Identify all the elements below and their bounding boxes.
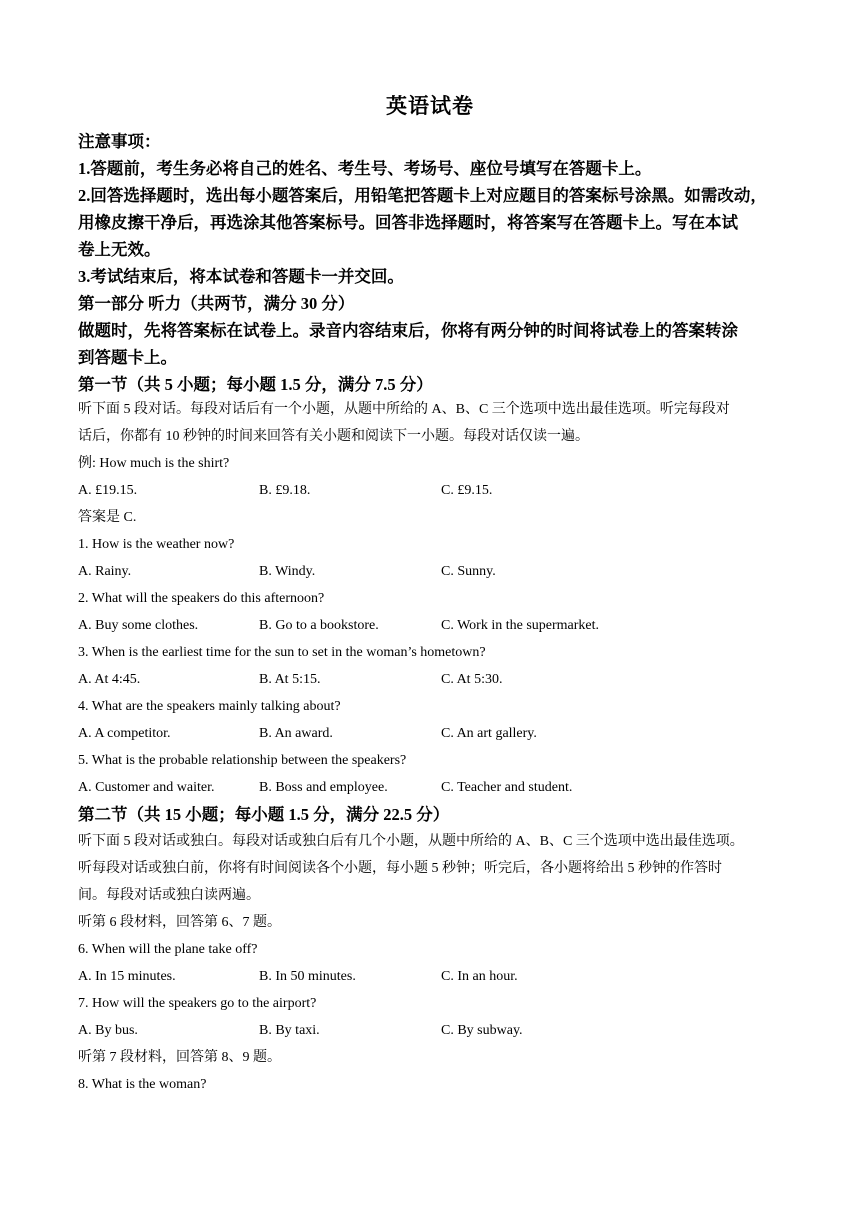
- option-b: B. By taxi.: [259, 1023, 320, 1038]
- option-a: A. Rainy.: [78, 564, 132, 579]
- part1-instruction-line-2: 到答题卡上。: [78, 348, 177, 367]
- question-5-options: [78, 774, 790, 801]
- question-text: 5. What is the probable relationship between the speakers?: [78, 753, 407, 768]
- example-question: 例: How much is the shirt?: [78, 456, 230, 471]
- option-a: A. Buy some clothes.: [78, 618, 199, 633]
- question-7: [78, 990, 790, 1017]
- section1-heading: 第一节（共 5 小题；每小题 1.5 分，满分 7.5 分）: [78, 375, 433, 394]
- section1-instructions: [78, 396, 790, 477]
- notice-section: [78, 128, 790, 398]
- question-text: 1. How is the weather now?: [78, 537, 235, 552]
- option-c: C. Sunny.: [441, 564, 496, 579]
- question-3: [78, 639, 790, 666]
- part1-instruction-line-1: 做题时，先将答案标在试卷上。录音内容结束后，你将有两分钟的时间将试卷上的答案转涂: [78, 321, 738, 340]
- section2-instructions: [78, 828, 790, 963]
- option-b: B. At 5:15.: [259, 672, 321, 687]
- option-b: B. Go to a bookstore.: [259, 618, 379, 633]
- example-options: [78, 477, 790, 504]
- notice-item-1: 1.答题前，考生务必将自己的姓名、考生号、考场号、座位号填写在答题卡上。: [78, 159, 652, 178]
- example-answer: [78, 504, 790, 531]
- section1-instruction-line-1: 听下面 5 段对话。每段对话后有一个小题，从题中所给的 A、B、C 三个选项中选出最佳选项。听完每段对: [78, 402, 730, 417]
- question-text: 4. What are the speakers mainly talking about?: [78, 699, 341, 714]
- option-a: A. By bus.: [78, 1023, 138, 1038]
- option-c: C. In an hour.: [441, 969, 518, 984]
- option-b: B. In 50 minutes.: [259, 969, 356, 984]
- section1-instruction-line-2: 话后，你都有 10 秒钟的时间来回答有关小题和阅读下一小题。每段对话仅读一遍。: [78, 429, 589, 444]
- section2-heading-block: [78, 801, 790, 828]
- section2-heading: 第二节（共 15 小题；每小题 1.5 分，满分 22.5 分）: [78, 805, 450, 824]
- option-a: A. At 4:45.: [78, 672, 141, 687]
- option-c: C. An art gallery.: [441, 726, 537, 741]
- option-c: C. Work in the supermarket.: [441, 618, 600, 633]
- option-c: C. Teacher and student.: [441, 780, 573, 795]
- option-b: B. £9.18.: [259, 483, 311, 498]
- question-text: 3. When is the earliest time for the sun to set in the woman’s hometown?: [78, 645, 486, 660]
- question-1: [78, 531, 790, 558]
- option-a: A. In 15 minutes.: [78, 969, 176, 984]
- question-8-text: 8. What is the woman?: [78, 1077, 207, 1092]
- question-6-text: 6. When will the plane take off?: [78, 942, 258, 957]
- option-b: B. An award.: [259, 726, 333, 741]
- option-b: B. Boss and employee.: [259, 780, 388, 795]
- option-c: C. By subway.: [441, 1023, 523, 1038]
- question-text: 7. How will the speakers go to the airport?: [78, 996, 317, 1011]
- question-1-options: [78, 558, 790, 585]
- option-a: A. £19.15.: [78, 483, 138, 498]
- section2-instruction-line-1: 听下面 5 段对话或独白。每段对话或独白后有几个小题，从题中所给的 A、B、C 三个选项中选出最佳选项。: [78, 834, 744, 849]
- part1-heading: 第一部分 听力（共两节，满分 30 分）: [78, 294, 355, 313]
- example-answer-text: 答案是 C.: [78, 510, 137, 525]
- notice-item-3: 3.考试结束后，将本试卷和答题卡一并交回。: [78, 267, 404, 286]
- notice-heading: 注意事项：: [78, 132, 161, 151]
- material-7-block: [78, 1044, 790, 1098]
- question-text: 2. What will the speakers do this afternoon?: [78, 591, 325, 606]
- question-3-options: [78, 666, 790, 693]
- option-b: B. Windy.: [259, 564, 316, 579]
- notice-item-2-line-2: 用橡皮擦干净后，再选涂其他答案标号。回答非选择题时，将答案写在答题卡上。写在本试: [78, 213, 738, 232]
- material-6-heading: 听第 6 段材料，回答第 6、7 题。: [78, 915, 281, 930]
- section2-instruction-line-3: 间。每段对话或独白读两遍。: [78, 888, 260, 903]
- question-2-options: [78, 612, 790, 639]
- option-c: C. At 5:30.: [441, 672, 503, 687]
- option-a: A. Customer and waiter.: [78, 780, 215, 795]
- question-4: [78, 693, 790, 720]
- question-2: [78, 585, 790, 612]
- question-6-options: [78, 963, 790, 990]
- question-7-options: [78, 1017, 790, 1044]
- option-a: A. A competitor.: [78, 726, 171, 741]
- page-title: 英语试卷: [386, 94, 474, 118]
- notice-item-2-line-3: 卷上无效。: [78, 240, 161, 259]
- notice-item-2-line-1: 2.回答选择题时，选出每小题答案后，用铅笔把答题卡上对应题目的答案标号涂黑。如需改动，: [78, 186, 767, 205]
- material-7-heading: 听第 7 段材料，回答第 8、9 题。: [78, 1050, 281, 1065]
- question-5: [78, 747, 790, 774]
- section2-instruction-line-2: 听每段对话或独白前，你将有时间阅读各个小题，每小题 5 秒钟；听完后，各小题将给出 5 秒钟的作答时: [78, 861, 722, 876]
- option-c: C. £9.15.: [441, 483, 493, 498]
- question-4-options: [78, 720, 790, 747]
